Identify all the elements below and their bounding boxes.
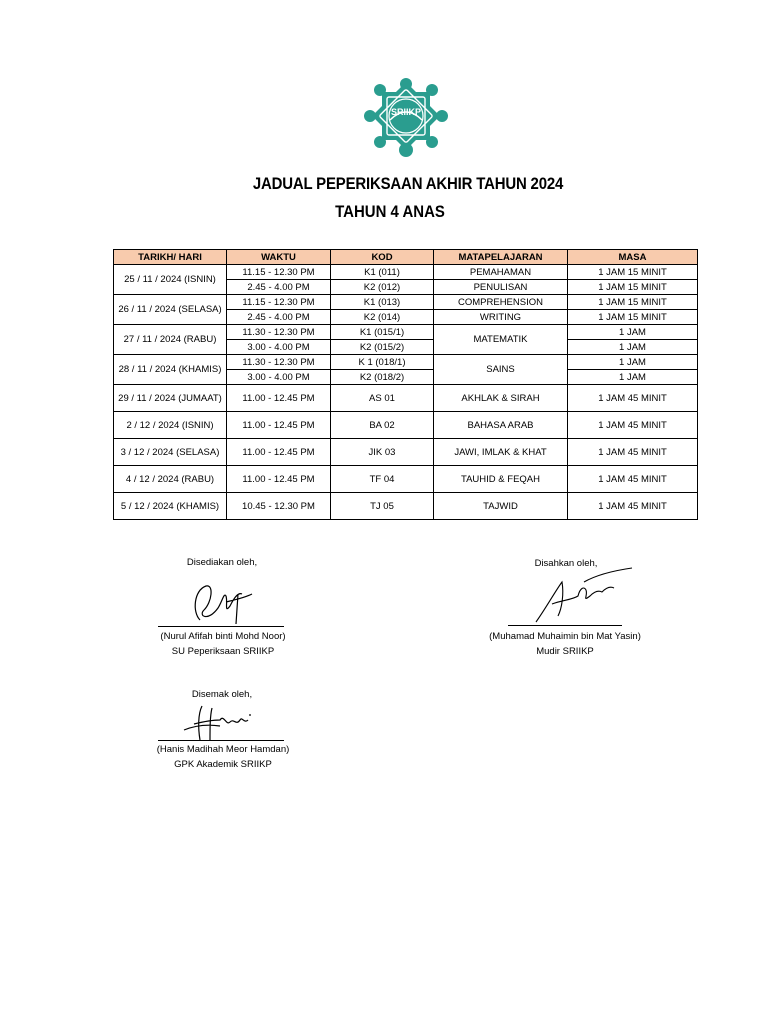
cell-code: K2 (018/2) bbox=[331, 370, 434, 385]
cell-code: TJ 05 bbox=[331, 493, 434, 520]
cell-date: 5 / 12 / 2024 (KHAMIS) bbox=[114, 493, 227, 520]
table-row bbox=[114, 295, 698, 310]
approved-by-name: (Muhamad Muhaimin bin Mat Yasin) bbox=[489, 631, 641, 642]
prepared-by-position: SU Peperiksaan SRIIKP bbox=[171, 646, 275, 657]
cell-duration: 1 JAM 15 MINIT bbox=[568, 295, 698, 310]
cell-time: 3.00 - 4.00 PM bbox=[227, 340, 331, 355]
cell-code: BA 02 bbox=[331, 412, 434, 439]
cell-date: 28 / 11 / 2024 (KHAMIS) bbox=[114, 355, 227, 385]
table-row bbox=[114, 412, 698, 439]
cell-duration: 1 JAM bbox=[568, 370, 698, 385]
prepared-signature bbox=[178, 572, 258, 628]
cell-subject: TAJWID bbox=[434, 493, 568, 520]
table-row bbox=[114, 466, 698, 493]
cell-date: 3 / 12 / 2024 (SELASA) bbox=[114, 439, 227, 466]
cell-duration: 1 JAM 45 MINIT bbox=[568, 439, 698, 466]
table-row bbox=[114, 355, 698, 370]
cell-duration: 1 JAM 45 MINIT bbox=[568, 385, 698, 412]
page-title: JADUAL PEPERIKSAAN AKHIR TAHUN 2024 bbox=[252, 174, 564, 193]
cell-subject: JAWI, IMLAK & KHAT bbox=[434, 439, 568, 466]
table-row bbox=[114, 325, 698, 340]
header-duration: MASA bbox=[568, 250, 698, 265]
cell-subject: TAUHID & FEQAH bbox=[434, 466, 568, 493]
cell-time: 11.15 - 12.30 PM bbox=[227, 265, 331, 280]
cell-time: 10.45 - 12.30 PM bbox=[227, 493, 331, 520]
cell-time: 11.15 - 12.30 PM bbox=[227, 295, 331, 310]
cell-code: K1 (013) bbox=[331, 295, 434, 310]
cell-subject: WRITING bbox=[434, 310, 568, 325]
cell-date: 25 / 11 / 2024 (ISNIN) bbox=[114, 265, 227, 295]
checked-signature-line bbox=[158, 740, 284, 741]
cell-date: 4 / 12 / 2024 (RABU) bbox=[114, 466, 227, 493]
checked-by-label: Disemak oleh, bbox=[191, 689, 253, 700]
logo-text: SRIIKP bbox=[390, 107, 422, 117]
cell-time: 11.00 - 12.45 PM bbox=[227, 412, 331, 439]
cell-subject: COMPREHENSION bbox=[434, 295, 568, 310]
cell-date: 27 / 11 / 2024 (RABU) bbox=[114, 325, 227, 355]
approved-by-label: Disahkan oleh, bbox=[534, 558, 598, 569]
cell-code: AS 01 bbox=[331, 385, 434, 412]
cell-duration: 1 JAM 45 MINIT bbox=[568, 412, 698, 439]
cell-time: 11.00 - 12.45 PM bbox=[227, 466, 331, 493]
approved-by-position: Mudir SRIIKP bbox=[536, 646, 594, 657]
school-logo bbox=[360, 78, 452, 160]
cell-time: 11.30 - 12.30 PM bbox=[227, 355, 331, 370]
checked-signature bbox=[180, 700, 268, 744]
prepared-signature-line bbox=[158, 626, 284, 627]
cell-subject: PENULISAN bbox=[434, 280, 568, 295]
header-date: TARIKH/ HARI bbox=[114, 250, 227, 265]
approved-signature bbox=[528, 566, 636, 626]
cell-subject: AKHLAK & SIRAH bbox=[434, 385, 568, 412]
cell-date: 26 / 11 / 2024 (SELASA) bbox=[114, 295, 227, 325]
cell-subject: SAINS bbox=[434, 355, 568, 385]
cell-duration: 1 JAM 15 MINIT bbox=[568, 280, 698, 295]
cell-duration: 1 JAM bbox=[568, 355, 698, 370]
cell-time: 2.45 - 4.00 PM bbox=[227, 310, 331, 325]
cell-code: K2 (014) bbox=[331, 310, 434, 325]
cell-time: 2.45 - 4.00 PM bbox=[227, 280, 331, 295]
prepared-by-label: Disediakan oleh, bbox=[186, 557, 258, 568]
cell-time: 11.00 - 12.45 PM bbox=[227, 439, 331, 466]
cell-time: 11.00 - 12.45 PM bbox=[227, 385, 331, 412]
cell-code: K2 (015/2) bbox=[331, 340, 434, 355]
cell-date: 29 / 11 / 2024 (JUMAAT) bbox=[114, 385, 227, 412]
cell-code: K 1 (018/1) bbox=[331, 355, 434, 370]
table-row bbox=[114, 265, 698, 280]
checked-by-position: GPK Akademik SRIIKP bbox=[174, 759, 272, 770]
cell-duration: 1 JAM bbox=[568, 325, 698, 340]
cell-code: K1 (011) bbox=[331, 265, 434, 280]
cell-subject: MATEMATIK bbox=[434, 325, 568, 355]
cell-duration: 1 JAM bbox=[568, 340, 698, 355]
cell-duration: 1 JAM 15 MINIT bbox=[568, 265, 698, 280]
cell-code: TF 04 bbox=[331, 466, 434, 493]
cell-time: 3.00 - 4.00 PM bbox=[227, 370, 331, 385]
header-time: WAKTU bbox=[227, 250, 331, 265]
checked-by-name: (Hanis Madihah Meor Hamdan) bbox=[156, 744, 290, 755]
cell-code: K1 (015/1) bbox=[331, 325, 434, 340]
prepared-by-name: (Nurul Afifah binti Mohd Noor) bbox=[160, 631, 286, 642]
table-row bbox=[114, 439, 698, 466]
approved-signature-line bbox=[508, 625, 622, 626]
table-header-row bbox=[114, 250, 698, 265]
cell-subject: PEMAHAMAN bbox=[434, 265, 568, 280]
cell-duration: 1 JAM 45 MINIT bbox=[568, 493, 698, 520]
table-row bbox=[114, 493, 698, 520]
exam-schedule-table bbox=[113, 249, 698, 520]
header-subject: MATAPELAJARAN bbox=[434, 250, 568, 265]
cell-code: K2 (012) bbox=[331, 280, 434, 295]
cell-subject: BAHASA ARAB bbox=[434, 412, 568, 439]
cell-time: 11.30 - 12.30 PM bbox=[227, 325, 331, 340]
table-row bbox=[114, 385, 698, 412]
cell-duration: 1 JAM 15 MINIT bbox=[568, 310, 698, 325]
cell-duration: 1 JAM 45 MINIT bbox=[568, 466, 698, 493]
header-code: KOD bbox=[331, 250, 434, 265]
page-subtitle: TAHUN 4 ANAS bbox=[335, 202, 445, 221]
cell-code: JIK 03 bbox=[331, 439, 434, 466]
cell-date: 2 / 12 / 2024 (ISNIN) bbox=[114, 412, 227, 439]
